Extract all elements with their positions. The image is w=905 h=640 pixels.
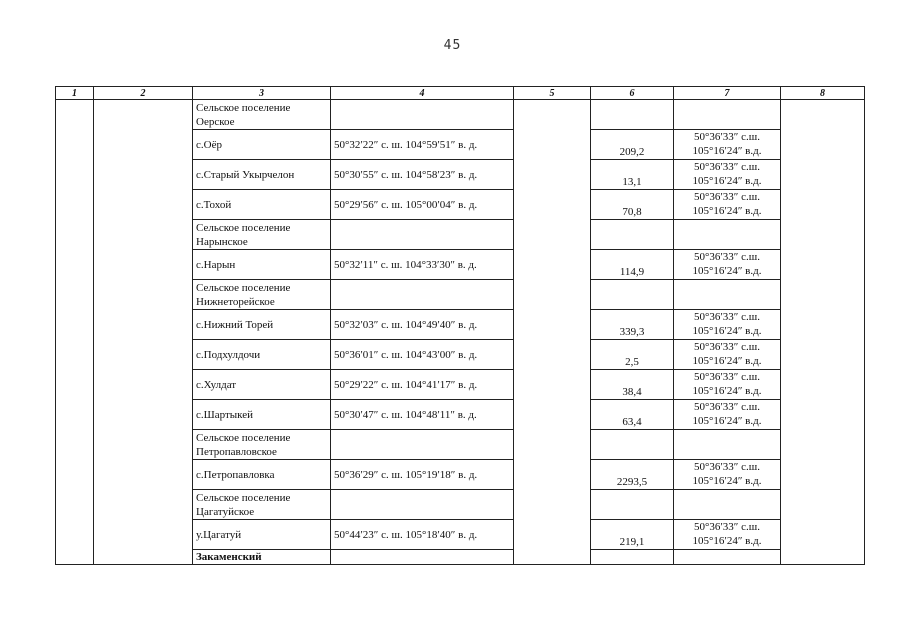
reference-longitude: 105°16′24″ в.д. xyxy=(692,355,762,367)
reference-coordinates-cell xyxy=(674,310,781,340)
reference-coordinates-cell-empty xyxy=(674,100,781,130)
value-cell-empty xyxy=(591,220,674,250)
settlement-group-name: Сельское поселение Нарынское xyxy=(193,220,331,250)
reference-latitude: 50°36′33″ с.ш. xyxy=(694,251,760,263)
coordinates-cell-empty xyxy=(331,550,514,565)
coordinates-cell: 50°30′47″ с. ш. 104°48′11″ в. д. xyxy=(331,400,514,430)
settlement-name: с.Нарын xyxy=(193,250,331,280)
reference-latitude: 50°36′33″ с.ш. xyxy=(694,131,760,143)
coordinates-cell-empty xyxy=(331,100,514,130)
reference-coordinates-cell xyxy=(674,400,781,430)
settlement-name: с.Нижний Торей xyxy=(193,310,331,340)
settlement-group-name: Сельское поселение Петропавловское xyxy=(193,430,331,460)
value-cell: 13,1 xyxy=(591,160,674,190)
settlement-group-name: Сельское поселение Оерское xyxy=(193,100,331,130)
column-header-2: 2 xyxy=(94,87,193,100)
reference-longitude: 105°16′24″ в.д. xyxy=(692,205,762,217)
header-row xyxy=(56,87,865,100)
settlement-name: с.Хулдат xyxy=(193,370,331,400)
reference-latitude: 50°36′33″ с.ш. xyxy=(694,311,760,323)
column-2-cell xyxy=(94,100,193,565)
coordinates-cell: 50°32′22″ с. ш. 104°59′51″ в. д. xyxy=(331,130,514,160)
value-cell-empty xyxy=(591,490,674,520)
reference-longitude: 105°16′24″ в.д. xyxy=(692,535,762,547)
column-1-cell xyxy=(56,100,94,565)
coordinates-cell-empty xyxy=(331,430,514,460)
coordinates-cell: 50°29′56″ с. ш. 105°00′04″ в. д. xyxy=(331,190,514,220)
value-cell: 2293,5 xyxy=(591,460,674,490)
reference-latitude: 50°36′33″ с.ш. xyxy=(694,161,760,173)
column-5-cell xyxy=(514,100,591,565)
settlement-name: с.Петропавловка xyxy=(193,460,331,490)
value-cell-empty xyxy=(591,430,674,460)
settlement-name: с.Шартыкей xyxy=(193,400,331,430)
reference-coordinates-cell xyxy=(674,250,781,280)
value-cell: 219,1 xyxy=(591,520,674,550)
settlement-group-name: Сельское поселение Нижнеторейское xyxy=(193,280,331,310)
settlement-group-row xyxy=(56,100,865,130)
reference-longitude: 105°16′24″ в.д. xyxy=(692,265,762,277)
value-cell-empty xyxy=(591,100,674,130)
reference-latitude: 50°36′33″ с.ш. xyxy=(694,371,760,383)
value-cell-empty xyxy=(591,280,674,310)
page-number: 45 xyxy=(443,38,462,53)
value-cell-empty xyxy=(591,550,674,565)
column-header-5: 5 xyxy=(514,87,591,100)
reference-coordinates-cell xyxy=(674,190,781,220)
reference-latitude: 50°36′33″ с.ш. xyxy=(694,521,760,533)
coordinates-cell: 50°36′01″ с. ш. 104°43′00″ в. д. xyxy=(331,340,514,370)
value-cell: 2,5 xyxy=(591,340,674,370)
value-cell: 70,8 xyxy=(591,190,674,220)
coordinates-cell: 50°36′29″ с. ш. 105°19′18″ в. д. xyxy=(331,460,514,490)
reference-coordinates-cell xyxy=(674,370,781,400)
value-cell: 339,3 xyxy=(591,310,674,340)
reference-coordinates-cell-empty xyxy=(674,550,781,565)
settlement-group-name: Сельское поселение Цагатуйское xyxy=(193,490,331,520)
reference-coordinates-cell xyxy=(674,130,781,160)
reference-longitude: 105°16′24″ в.д. xyxy=(692,475,762,487)
reference-coordinates-cell xyxy=(674,460,781,490)
coordinates-cell: 50°32′11″ с. ш. 104°33′30″ в. д. xyxy=(331,250,514,280)
coordinates-cell: 50°32′03″ с. ш. 104°49′40″ в. д. xyxy=(331,310,514,340)
reference-coordinates-cell xyxy=(674,520,781,550)
column-8-cell xyxy=(781,100,865,565)
reference-longitude: 105°16′24″ в.д. xyxy=(692,325,762,337)
settlement-name: с.Подхулдочи xyxy=(193,340,331,370)
reference-coordinates-cell-empty xyxy=(674,220,781,250)
reference-coordinates-cell-empty xyxy=(674,280,781,310)
reference-latitude: 50°36′33″ с.ш. xyxy=(694,191,760,203)
coordinates-cell-empty xyxy=(331,490,514,520)
reference-latitude: 50°36′33″ с.ш. xyxy=(694,341,760,353)
reference-coordinates-cell-empty xyxy=(674,430,781,460)
reference-coordinates-cell xyxy=(674,340,781,370)
reference-coordinates-cell-empty xyxy=(674,490,781,520)
settlement-name: у.Цагатуй xyxy=(193,520,331,550)
coordinates-cell: 50°44′23″ с. ш. 105°18′40″ в. д. xyxy=(331,520,514,550)
value-cell: 63,4 xyxy=(591,400,674,430)
reference-longitude: 105°16′24″ в.д. xyxy=(692,175,762,187)
settlement-name: с.Тохой xyxy=(193,190,331,220)
settlement-name: с.Оёр xyxy=(193,130,331,160)
coordinates-cell-empty xyxy=(331,220,514,250)
value-cell: 38,4 xyxy=(591,370,674,400)
column-header-6: 6 xyxy=(591,87,674,100)
coordinates-cell: 50°30′55″ с. ш. 104°58′23″ в. д. xyxy=(331,160,514,190)
reference-latitude: 50°36′33″ с.ш. xyxy=(694,461,760,473)
district-name: Закаменский xyxy=(193,550,331,565)
coordinates-cell: 50°29′22″ с. ш. 104°41′17″ в. д. xyxy=(331,370,514,400)
column-header-4: 4 xyxy=(331,87,514,100)
column-header-8: 8 xyxy=(781,87,865,100)
value-cell: 209,2 xyxy=(591,130,674,160)
reference-latitude: 50°36′33″ с.ш. xyxy=(694,401,760,413)
settlement-name: с.Старый Укырчелон xyxy=(193,160,331,190)
table-body xyxy=(56,100,865,565)
column-header-7: 7 xyxy=(674,87,781,100)
reference-longitude: 105°16′24″ в.д. xyxy=(692,145,762,157)
column-header-3: 3 xyxy=(193,87,331,100)
coordinates-cell-empty xyxy=(331,280,514,310)
reference-longitude: 105°16′24″ в.д. xyxy=(692,385,762,397)
settlements-table xyxy=(55,86,865,565)
value-cell: 114,9 xyxy=(591,250,674,280)
reference-coordinates-cell xyxy=(674,160,781,190)
reference-longitude: 105°16′24″ в.д. xyxy=(692,415,762,427)
column-header-1: 1 xyxy=(56,87,94,100)
